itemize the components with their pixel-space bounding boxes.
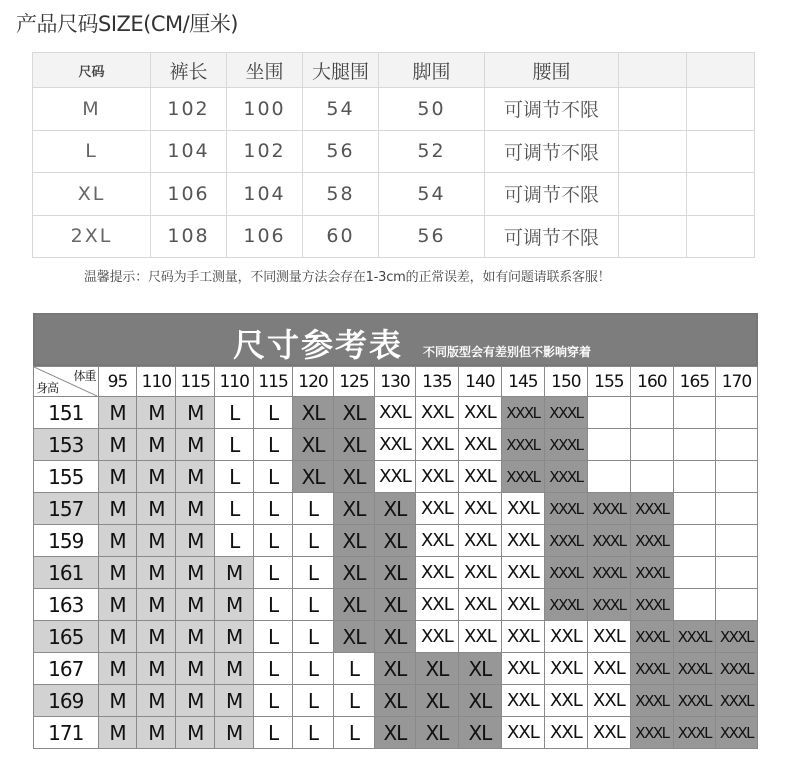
size-cell — [673, 589, 715, 621]
size-cell: XXXL — [501, 429, 544, 461]
size-cell: M — [176, 653, 215, 685]
size-cell: XL — [374, 717, 415, 749]
size-cell: L — [215, 493, 254, 525]
size-table-cell: 可调节不限 — [485, 130, 619, 173]
size-cell: M — [215, 589, 254, 621]
size-cell: L — [293, 493, 334, 525]
size-cell: M — [215, 621, 254, 653]
size-cell: XXL — [415, 397, 458, 429]
size-cell — [587, 397, 630, 429]
size-cell: M — [137, 525, 176, 557]
size-cell — [673, 397, 715, 429]
reference-row — [34, 621, 758, 653]
size-cell — [630, 429, 673, 461]
size-table-cell: 54 — [379, 173, 485, 216]
size-cell: XXXL — [544, 557, 587, 589]
size-cell: M — [176, 557, 215, 589]
size-cell: XL — [293, 461, 334, 493]
height-label-cell: 163 — [34, 589, 99, 621]
size-cell — [673, 525, 715, 557]
height-label-cell: 153 — [34, 429, 99, 461]
size-cell: XXL — [458, 429, 501, 461]
size-cell: XL — [458, 717, 501, 749]
size-cell: XXXL — [715, 717, 757, 749]
reference-row — [34, 429, 758, 461]
size-cell: XXL — [501, 621, 544, 653]
size-cell: XL — [333, 397, 374, 429]
size-cell: XXXL — [630, 493, 673, 525]
size-table-cell: 可调节不限 — [485, 173, 619, 216]
size-cell: XXL — [501, 685, 544, 717]
size-cell: M — [137, 429, 176, 461]
size-cell — [673, 493, 715, 525]
reference-subtitle: 不同版型会有差别但不影响穿着 — [423, 345, 592, 359]
height-label-cell: 155 — [34, 461, 99, 493]
size-cell: XXXL — [587, 557, 630, 589]
size-cell: L — [215, 461, 254, 493]
size-table-row — [33, 215, 755, 258]
reference-row — [34, 461, 758, 493]
size-cell: XXXL — [587, 493, 630, 525]
size-cell: M — [176, 461, 215, 493]
weight-header-cell: 110 — [137, 367, 176, 397]
size-cell: XL — [333, 429, 374, 461]
size-cell: XXL — [415, 429, 458, 461]
corner-height-label: 身高 — [36, 381, 59, 395]
weight-header-cell: 140 — [458, 367, 501, 397]
size-cell: M — [176, 685, 215, 717]
weight-header-cell: 155 — [587, 367, 630, 397]
size-reference-chart — [33, 313, 758, 756]
size-cell: M — [137, 397, 176, 429]
size-cell: L — [254, 653, 293, 685]
reference-grid — [33, 366, 758, 749]
size-cell: L — [215, 429, 254, 461]
size-table-header-cell: 脚围 — [379, 53, 485, 88]
height-label-cell: 151 — [34, 397, 99, 429]
size-cell: XXXL — [630, 717, 673, 749]
size-cell: L — [333, 653, 374, 685]
size-cell: M — [98, 685, 137, 717]
size-cell: M — [176, 717, 215, 749]
size-cell — [587, 461, 630, 493]
size-cell: XXL — [458, 621, 501, 653]
size-cell — [715, 429, 757, 461]
size-cell: XXL — [458, 589, 501, 621]
size-cell: M — [98, 525, 137, 557]
size-cell: XL — [374, 685, 415, 717]
size-table-header-cell: 大腿围 — [303, 53, 379, 88]
size-cell: XL — [293, 397, 334, 429]
size-cell: L — [254, 429, 293, 461]
size-cell: XXL — [415, 589, 458, 621]
weight-header-cell: 150 — [544, 367, 587, 397]
size-table-cell: 104 — [151, 130, 227, 173]
size-cell: XXXL — [587, 589, 630, 621]
size-table-header-cell: 坐围 — [227, 53, 303, 88]
size-cell: XL — [415, 685, 458, 717]
measurement-note: 温馨提示：尺码为手工测量，不同测量方法会存在1-3cm的正常误差，如有问题请联系客服！ — [84, 270, 611, 285]
size-cell: M — [98, 397, 137, 429]
size-cell: XXL — [587, 653, 630, 685]
size-cell: M — [98, 717, 137, 749]
size-cell: XXXL — [544, 589, 587, 621]
size-cell: M — [215, 685, 254, 717]
size-table-row — [33, 130, 755, 173]
reference-row — [34, 557, 758, 589]
size-cell: XXL — [458, 397, 501, 429]
size-table-header-row — [33, 53, 755, 88]
reference-banner — [33, 313, 758, 366]
size-cell: L — [333, 717, 374, 749]
size-table-cell: M — [33, 88, 151, 131]
size-cell: XXXL — [715, 685, 757, 717]
reference-title: 尺寸参考表 — [233, 326, 404, 364]
size-cell: XL — [415, 653, 458, 685]
size-cell — [715, 589, 757, 621]
size-cell: XXXL — [544, 397, 587, 429]
size-cell: XXL — [501, 493, 544, 525]
weight-header-cell: 110 — [215, 367, 254, 397]
size-cell: XXL — [587, 621, 630, 653]
size-cell: XXL — [501, 557, 544, 589]
weight-header-cell: 115 — [254, 367, 293, 397]
size-cell: XXXL — [673, 685, 715, 717]
size-table-header-cell: 腰围 — [485, 53, 619, 88]
size-cell: XL — [374, 525, 415, 557]
size-cell: M — [137, 493, 176, 525]
size-cell: M — [137, 621, 176, 653]
size-table-cell: 102 — [227, 130, 303, 173]
weight-header-cell: 160 — [630, 367, 673, 397]
size-cell: XXXL — [630, 557, 673, 589]
size-cell: M — [98, 589, 137, 621]
size-table-cell: L — [33, 130, 151, 173]
size-cell: XXL — [544, 685, 587, 717]
weight-header-cell: 125 — [333, 367, 374, 397]
weight-header-cell: 135 — [415, 367, 458, 397]
size-cell: XXXL — [544, 493, 587, 525]
height-label-cell: 167 — [34, 653, 99, 685]
size-cell: XXL — [458, 461, 501, 493]
size-cell — [630, 397, 673, 429]
size-cell: M — [137, 653, 176, 685]
weight-header-cell: 130 — [374, 367, 415, 397]
size-cell: XL — [458, 653, 501, 685]
size-cell: XL — [374, 653, 415, 685]
size-cell — [673, 461, 715, 493]
size-table-header-cell — [619, 53, 687, 88]
size-cell: L — [215, 397, 254, 429]
size-cell: XXXL — [501, 397, 544, 429]
height-label-cell: 165 — [34, 621, 99, 653]
size-cell: XXXL — [544, 525, 587, 557]
size-cell: XXL — [374, 429, 415, 461]
size-table-header-cell — [687, 53, 755, 88]
size-cell: XXXL — [715, 621, 757, 653]
size-cell — [673, 557, 715, 589]
size-cell: XXL — [374, 461, 415, 493]
size-cell: M — [98, 461, 137, 493]
size-cell: L — [293, 525, 334, 557]
height-label-cell: 161 — [34, 557, 99, 589]
size-table-header-cell: 裤长 — [151, 53, 227, 88]
size-cell: XXXL — [501, 461, 544, 493]
size-cell — [715, 397, 757, 429]
size-table-cell: XL — [33, 173, 151, 216]
size-table-cell — [687, 130, 755, 173]
size-cell: M — [176, 589, 215, 621]
size-table-cell: 106 — [151, 173, 227, 216]
size-cell: XXXL — [673, 653, 715, 685]
size-cell: L — [254, 493, 293, 525]
size-cell: M — [98, 493, 137, 525]
size-cell: XL — [374, 557, 415, 589]
size-cell: M — [137, 557, 176, 589]
size-cell: XXXL — [673, 717, 715, 749]
size-cell: L — [254, 525, 293, 557]
size-cell: XXL — [415, 525, 458, 557]
size-cell: L — [293, 717, 334, 749]
size-table-cell: 56 — [379, 215, 485, 258]
size-cell: M — [137, 717, 176, 749]
weight-header-cell: 120 — [293, 367, 334, 397]
size-cell: M — [98, 621, 137, 653]
size-cell: XXXL — [544, 461, 587, 493]
height-label-cell: 171 — [34, 717, 99, 749]
size-table-cell: 54 — [303, 88, 379, 131]
corner-weight-label: 体重 — [73, 369, 96, 383]
size-cell: XXL — [587, 685, 630, 717]
size-cell: M — [176, 621, 215, 653]
height-label-cell: 159 — [34, 525, 99, 557]
size-cell: XXL — [415, 557, 458, 589]
size-table-cell: 58 — [303, 173, 379, 216]
size-cell: XXXL — [630, 525, 673, 557]
height-label-cell: 157 — [34, 493, 99, 525]
size-cell: M — [137, 589, 176, 621]
size-cell: L — [293, 685, 334, 717]
size-cell: XXXL — [587, 525, 630, 557]
size-cell: M — [98, 429, 137, 461]
size-cell: XXXL — [630, 653, 673, 685]
size-cell: L — [254, 461, 293, 493]
size-cell — [715, 493, 757, 525]
size-cell: M — [137, 685, 176, 717]
size-cell: XL — [374, 621, 415, 653]
size-cell: L — [254, 397, 293, 429]
size-cell: L — [254, 717, 293, 749]
size-cell: XXL — [458, 525, 501, 557]
size-table-cell: 50 — [379, 88, 485, 131]
size-cell: XL — [374, 589, 415, 621]
size-cell: XXL — [415, 461, 458, 493]
size-cell: XXL — [501, 589, 544, 621]
size-cell: XXL — [544, 717, 587, 749]
size-table-cell: 52 — [379, 130, 485, 173]
size-cell: M — [176, 493, 215, 525]
size-cell: M — [176, 397, 215, 429]
size-cell: XXL — [587, 717, 630, 749]
height-label-cell: 169 — [34, 685, 99, 717]
size-cell: XL — [293, 429, 334, 461]
size-table-row — [33, 173, 755, 216]
reference-row — [34, 397, 758, 429]
size-table-cell — [687, 88, 755, 131]
size-cell: XL — [333, 461, 374, 493]
size-cell — [715, 557, 757, 589]
size-table-cell — [687, 215, 755, 258]
size-cell: XL — [458, 685, 501, 717]
reference-row — [34, 589, 758, 621]
size-table-cell: 可调节不限 — [485, 88, 619, 131]
size-cell: L — [254, 685, 293, 717]
size-cell: XXL — [458, 557, 501, 589]
size-cell: XXXL — [630, 685, 673, 717]
size-cell: XL — [415, 717, 458, 749]
size-cell: XL — [333, 557, 374, 589]
size-cell: XL — [333, 621, 374, 653]
weight-header-cell: 145 — [501, 367, 544, 397]
size-cell: M — [176, 429, 215, 461]
size-cell: M — [137, 461, 176, 493]
size-cell: XXXL — [715, 653, 757, 685]
size-cell: XL — [333, 525, 374, 557]
size-cell — [715, 525, 757, 557]
size-cell: XXL — [458, 493, 501, 525]
size-cell — [587, 429, 630, 461]
weight-header-cell: 95 — [98, 367, 137, 397]
size-table-cell — [619, 215, 687, 258]
size-table — [32, 52, 754, 258]
size-cell: XXXL — [630, 589, 673, 621]
size-cell: M — [215, 717, 254, 749]
size-cell: XXXL — [544, 429, 587, 461]
size-cell: XXL — [415, 621, 458, 653]
size-cell: L — [293, 589, 334, 621]
reference-row — [34, 493, 758, 525]
size-cell: XXL — [501, 525, 544, 557]
size-table-cell — [619, 130, 687, 173]
size-cell: XXXL — [630, 621, 673, 653]
size-cell: XXL — [374, 397, 415, 429]
reference-row — [34, 685, 758, 717]
weight-header-cell: 115 — [176, 367, 215, 397]
size-cell: M — [98, 653, 137, 685]
size-cell — [715, 461, 757, 493]
size-cell: M — [176, 525, 215, 557]
size-cell: XXL — [501, 717, 544, 749]
size-cell: XXXL — [673, 621, 715, 653]
size-cell: XXL — [501, 653, 544, 685]
weight-header-row — [34, 367, 758, 397]
size-table-cell: 108 — [151, 215, 227, 258]
size-table-header-cell: 尺码 — [33, 53, 151, 88]
size-cell: L — [293, 653, 334, 685]
size-table-row — [33, 88, 755, 131]
corner-cell — [34, 367, 99, 397]
weight-header-cell: 170 — [715, 367, 757, 397]
size-table-cell: 56 — [303, 130, 379, 173]
size-table-cell: 106 — [227, 215, 303, 258]
size-cell: L — [293, 621, 334, 653]
size-cell: L — [254, 557, 293, 589]
size-cell: XL — [333, 493, 374, 525]
size-cell: M — [215, 653, 254, 685]
reference-row — [34, 525, 758, 557]
size-cell: L — [215, 525, 254, 557]
size-cell: XL — [374, 493, 415, 525]
size-table-cell: 100 — [227, 88, 303, 131]
size-cell: XL — [333, 589, 374, 621]
size-cell: L — [333, 685, 374, 717]
size-cell — [673, 429, 715, 461]
page-title: 产品尺码SIZE(CM/厘米) — [16, 12, 238, 36]
size-cell — [630, 461, 673, 493]
size-cell: L — [254, 621, 293, 653]
size-cell: XXL — [544, 653, 587, 685]
size-cell: L — [293, 557, 334, 589]
weight-header-cell: 165 — [673, 367, 715, 397]
size-table-cell — [687, 173, 755, 216]
size-table-cell — [619, 173, 687, 216]
size-cell: XXL — [415, 493, 458, 525]
size-cell: L — [254, 589, 293, 621]
size-cell: M — [215, 557, 254, 589]
size-table-cell: 2XL — [33, 215, 151, 258]
size-table-cell: 60 — [303, 215, 379, 258]
size-table-cell: 104 — [227, 173, 303, 216]
size-cell: M — [98, 557, 137, 589]
size-table-cell — [619, 88, 687, 131]
size-cell: XXL — [544, 621, 587, 653]
size-table-cell: 102 — [151, 88, 227, 131]
reference-row — [34, 717, 758, 749]
reference-row — [34, 653, 758, 685]
size-table-cell: 可调节不限 — [485, 215, 619, 258]
